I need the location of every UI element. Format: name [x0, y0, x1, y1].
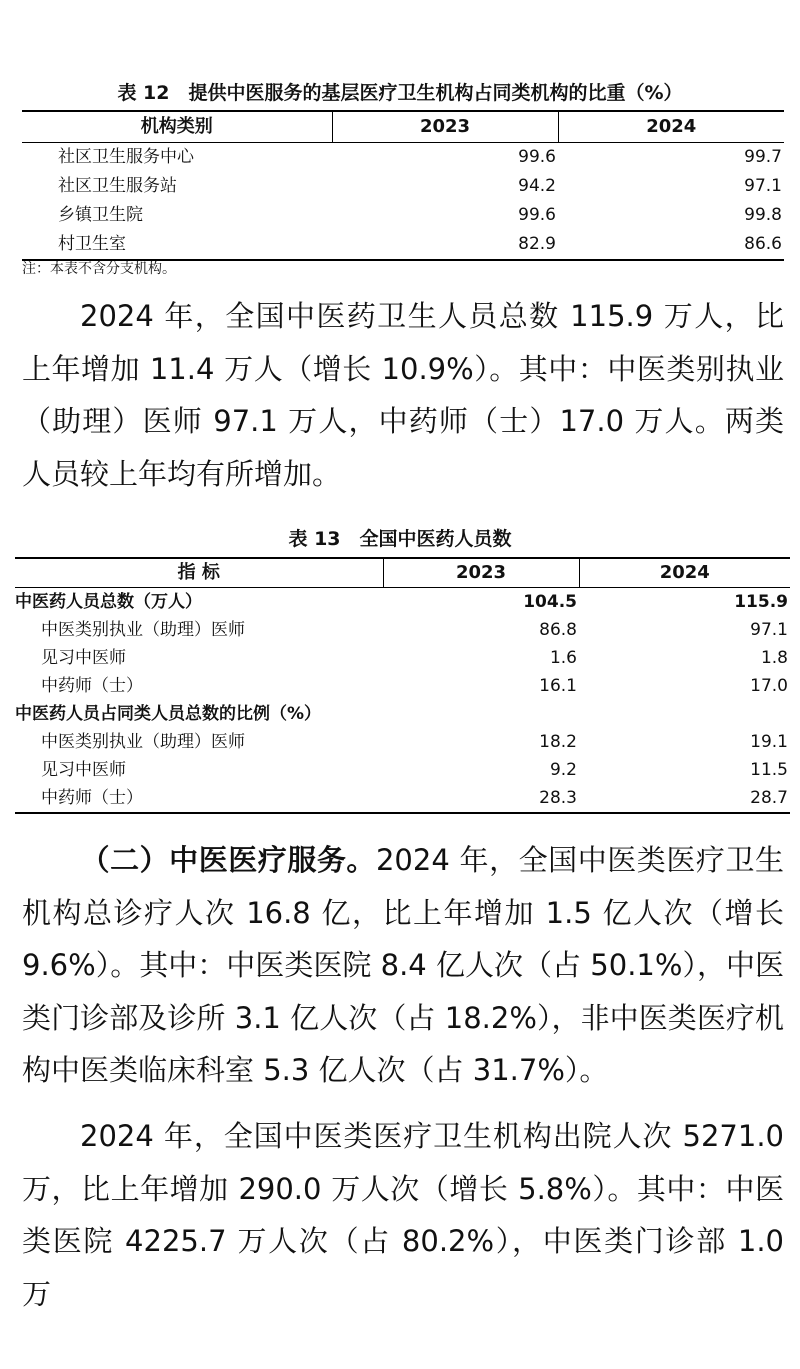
- table13: [15, 557, 790, 814]
- row-label: 村卫生室: [58, 234, 126, 254]
- table12-note: 注：本表不含分支机构。: [22, 261, 176, 277]
- table13-header-2023: 2023: [383, 558, 579, 588]
- value-2024: 97.1: [744, 176, 782, 196]
- value-2024: 17.0: [750, 676, 788, 696]
- value-2023: 28.3: [539, 788, 577, 808]
- value-2023: 1.6: [549, 648, 577, 668]
- value-2023: 16.1: [539, 676, 577, 696]
- value-2023: 99.6: [518, 205, 556, 225]
- row-label: 中药师（士）: [41, 676, 143, 696]
- row-label: 乡镇卫生院: [58, 205, 143, 225]
- table-row: [15, 700, 790, 728]
- row-label: 中医药人员总数（万人）: [15, 592, 202, 612]
- table12-header-category: 机构类别: [22, 111, 332, 143]
- value-2024: 99.8: [744, 205, 782, 225]
- table-row: [15, 756, 790, 784]
- value-2023: 94.2: [518, 176, 556, 196]
- row-label: 社区卫生服务中心: [58, 147, 194, 167]
- table-row: [15, 588, 790, 617]
- table13-header-indicator: 指 标: [15, 558, 383, 588]
- row-label: 见习中医师: [41, 648, 126, 668]
- row-label: 中医药人员占同类人员总数的比例（%）: [15, 704, 322, 724]
- paragraph-staff: [22, 290, 784, 500]
- value-2024: 86.6: [744, 234, 782, 254]
- table-row: [15, 728, 790, 756]
- value-2024: 1.8: [760, 648, 788, 668]
- row-label: 见习中医师: [41, 760, 126, 780]
- value-2023: 99.6: [518, 147, 556, 167]
- table-row: [15, 784, 790, 813]
- value-2023: 9.2: [549, 760, 577, 780]
- value-2024: 19.1: [750, 732, 788, 752]
- table13-header-2024: 2024: [579, 558, 790, 588]
- table13-caption: 表 13 全国中医药人员数: [288, 528, 512, 550]
- value-2023: [383, 700, 579, 728]
- row-label: 中医类别执业（助理）医师: [41, 620, 245, 640]
- table12-header-2024: 2024: [558, 111, 784, 143]
- table-row: [15, 672, 790, 700]
- row-label: 社区卫生服务站: [58, 176, 177, 196]
- table-row: [22, 230, 784, 260]
- value-2023: 104.5: [523, 592, 577, 612]
- value-2023: 82.9: [518, 234, 556, 254]
- table12-caption: 表 12 提供中医服务的基层医疗卫生机构占同类机构的比重（%）: [117, 82, 683, 104]
- value-2024: 97.1: [750, 620, 788, 640]
- table-row: [15, 616, 790, 644]
- row-label: 中医类别执业（助理）医师: [41, 732, 245, 752]
- row-label: 中药师（士）: [41, 788, 143, 808]
- paragraph-services: [22, 834, 784, 1097]
- table-row: [15, 644, 790, 672]
- value-2024: 115.9: [734, 592, 788, 612]
- paragraph-inpatient: [22, 1110, 784, 1320]
- value-2024: 99.7: [744, 147, 782, 167]
- table-row: [22, 201, 784, 230]
- table13-header-row: [15, 558, 790, 588]
- value-2024: 28.7: [750, 788, 788, 808]
- table-row: [22, 172, 784, 201]
- table12-header-row: [22, 111, 784, 143]
- table-row: [22, 143, 784, 173]
- value-2024: 11.5: [750, 760, 788, 780]
- table12: [22, 110, 784, 261]
- paragraph-inpatient-text: 2024 年，全国中医类医疗卫生机构出院人次 5271.0 万，比上年增加 290.0 万人次（增长 5.8%）。其中：中医类医院 4225.7 万人次（占 80.2%），中医类门诊部 1.0 万: [22, 1119, 784, 1311]
- value-2023: 86.8: [539, 620, 577, 640]
- table12-header-2023: 2023: [332, 111, 558, 143]
- paragraph-staff-text: 2024 年，全国中医药卫生人员总数 115.9 万人，比上年增加 11.4 万人（增长 10.9%）。其中：中医类别执业（助理）医师 97.1 万人，中药师（士）17.0 万人。两类人员较上年均有所增加。: [22, 299, 784, 491]
- paragraph-services-text: 2024 年，全国中医类医疗卫生机构总诊疗人次 16.8 亿，比上年增加 1.5 亿人次（增长 9.6%）。其中：中医类医院 8.4 亿人次（占 50.1%），中医类门诊部及诊所 3.1 亿人次（占 18.2%），非中医类医疗机构中医类临床科室 5.3 亿人次（占 31.7%）。: [22, 843, 784, 1087]
- section-heading: （二）中医医疗服务。: [80, 843, 376, 877]
- value-2024: [579, 700, 790, 728]
- value-2023: 18.2: [539, 732, 577, 752]
